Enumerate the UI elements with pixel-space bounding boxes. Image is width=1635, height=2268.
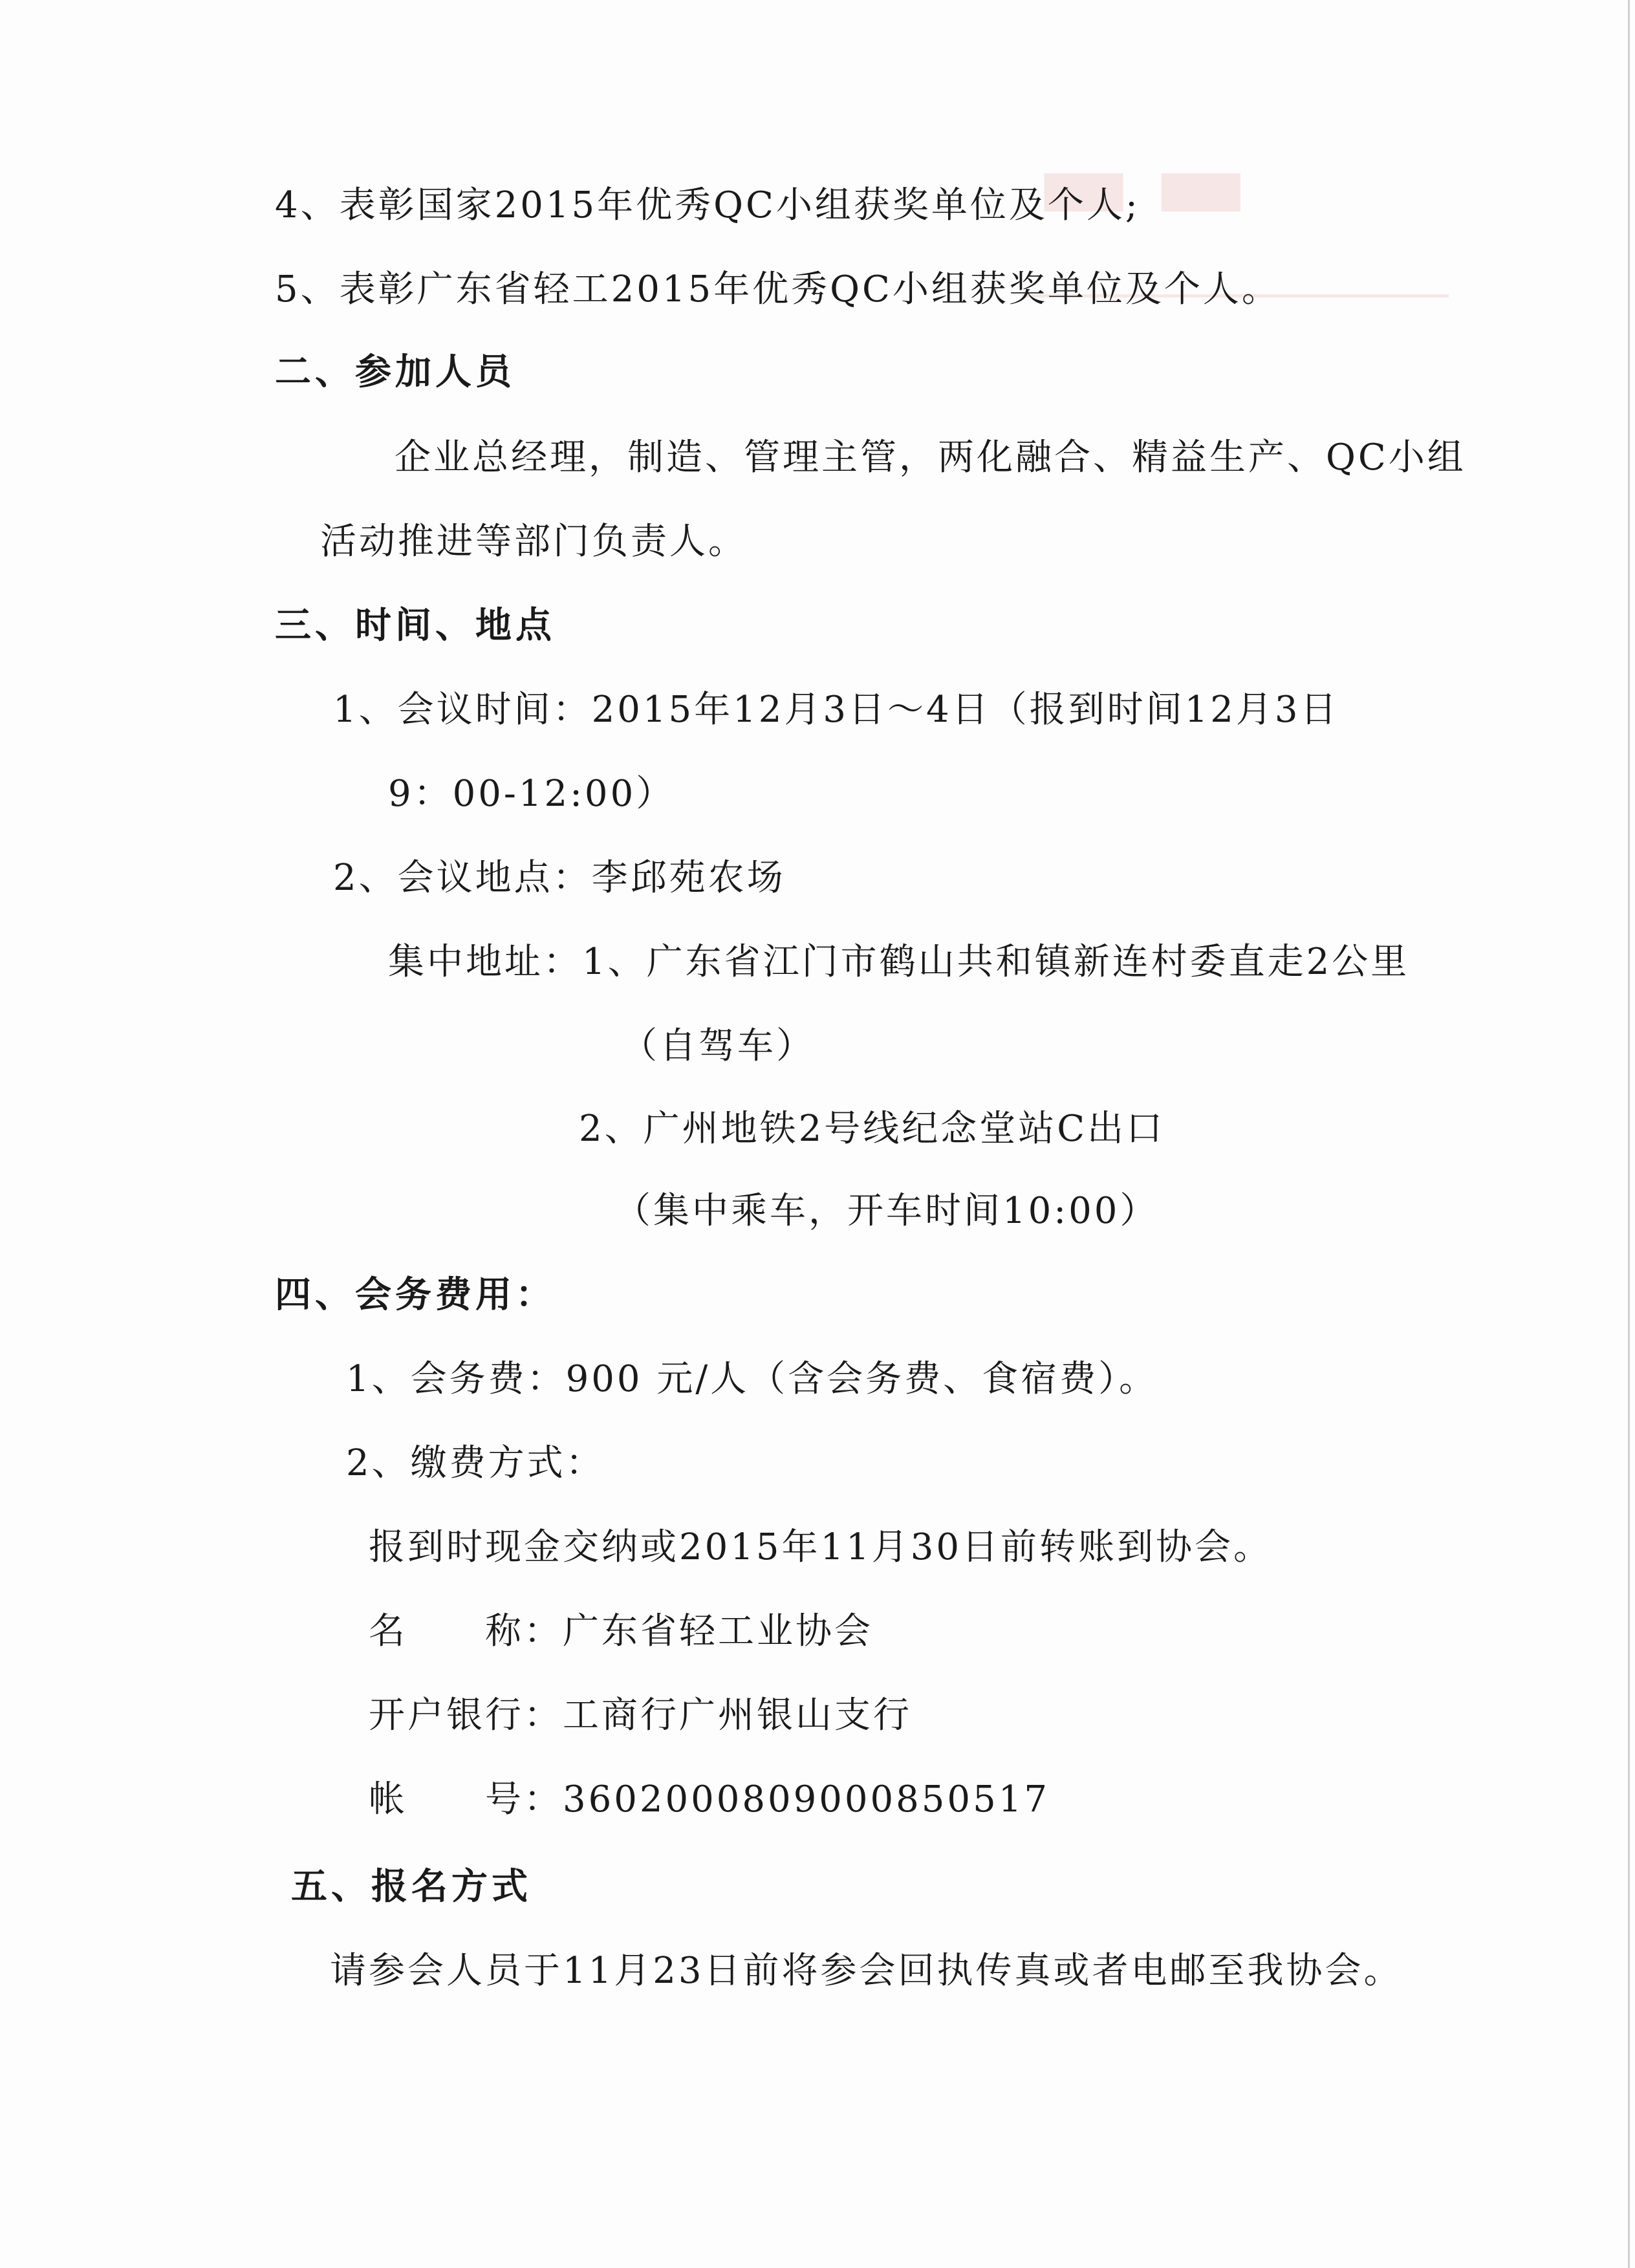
gathering-address-2-note: （集中乘车，开车时间10:00） xyxy=(614,1190,1159,1232)
section-5-heading: 五、报名方式 xyxy=(291,1866,532,1908)
gathering-address-1: 集中地址：1、广东省江门市鹤山共和镇新连村委直走2公里 xyxy=(388,941,1410,983)
item-4-national-award: 4、表彰国家2015年优秀QC小组获奖单位及个人; xyxy=(275,184,1140,226)
account-bank: 开户银行：工商行广州银山支行 xyxy=(369,1694,912,1736)
section-2-heading: 二、参加人员 xyxy=(275,351,515,393)
gathering-address-1-note: （自驾车） xyxy=(621,1025,815,1067)
account-name: 名 称：广东省轻工业协会 xyxy=(369,1610,873,1652)
meeting-time-line-1: 1、会议时间：2015年12月3日～4日（报到时间12月3日 xyxy=(333,689,1339,731)
section-4-heading: 四、会务费用： xyxy=(275,1274,556,1316)
section-3-heading: 三、时间、地点 xyxy=(275,605,556,647)
meeting-time-line-2: 9：00-12:00） xyxy=(388,773,675,815)
registration-instruction: 请参会人员于11月23日前将参会回执传真或者电邮至我协会。 xyxy=(330,1950,1403,1992)
fee-amount: 1、会务费：900 元/人（含会务费、食宿费）。 xyxy=(346,1358,1158,1400)
payment-method-label: 2、缴费方式： xyxy=(346,1442,605,1484)
meeting-venue: 2、会议地点：李邱苑农场 xyxy=(333,857,786,899)
payment-method-detail: 报到时现金交纳或2015年11月30日前转账到协会。 xyxy=(369,1526,1273,1568)
item-5-provincial-award: 5、表彰广东省轻工2015年优秀QC小组获奖单位及个人。 xyxy=(275,268,1281,310)
gathering-address-2: 2、广州地铁2号线纪念堂站C出口 xyxy=(579,1108,1165,1150)
reverse-side-show-through: ▬▬ xyxy=(1035,123,1270,244)
participants-line-1: 企业总经理，制造、管理主管，两化融合、精益生产、QC小组 xyxy=(395,437,1466,479)
participants-line-2: 活动推进等部门负责人。 xyxy=(320,521,747,563)
scan-edge xyxy=(1628,0,1630,2268)
account-number: 帐 号：3602000809000850517 xyxy=(369,1778,1050,1820)
